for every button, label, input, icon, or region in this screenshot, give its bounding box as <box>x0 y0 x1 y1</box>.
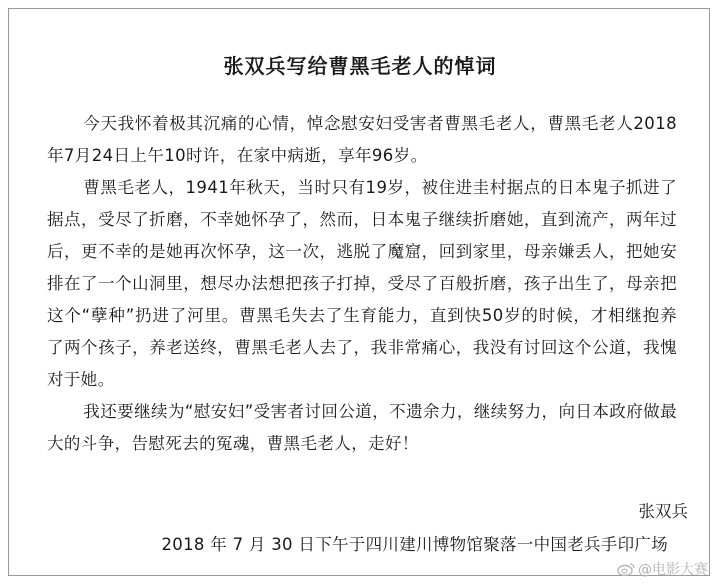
paragraph-1: 今天我怀着极其沉痛的心情，悼念慰安妇受害者曹黑毛老人，曹黑毛老人2018年7月24日上午10时许，在家中病逝，享年96岁。 <box>47 114 677 165</box>
paragraph-2: 曹黑毛老人，1941年秋天，当时只有19岁，被住进圭村据点的日本鬼子抓进了据点，受尽了折磨，不幸她怀孕了，然而，日本鬼子继续折磨她，直到流产，两年过后，更不幸的是她再次怀孕，这一次，逃脱了魔窟，回到家里，母亲嫌丢人，把她安排在了一个山洞里，想尽办法想把孩子打掉，受尽了百般折磨，孩子出生了，母亲把这个“孽种”扔进了河里。曹黑毛失去了生育能力，直到快50岁的时候，才相继抱养了两个孩子，养老送终，曹黑毛老人去了，我非常痛心，我没有讨回这个公道，我愧对于她。 <box>47 178 677 389</box>
document-body <box>47 108 677 460</box>
watermark <box>617 559 708 579</box>
weibo-icon <box>617 562 635 576</box>
watermark-text: @电影大赛 <box>638 562 708 578</box>
paragraph-3: 我还要继续为“慰安妇”受害者讨回公道，不遗余力，继续努力，向日本政府做最大的斗争，告慰死去的冤魂，曹黑毛老人，走好！ <box>47 402 677 453</box>
signature: 张双兵 <box>638 502 688 521</box>
dateline: 2018 年 7 月 30 日下午于四川建川博物馆聚落一中国老兵手印广场 <box>161 535 668 554</box>
document-title: 张双兵写给曹黑毛老人的悼词 <box>223 54 497 78</box>
